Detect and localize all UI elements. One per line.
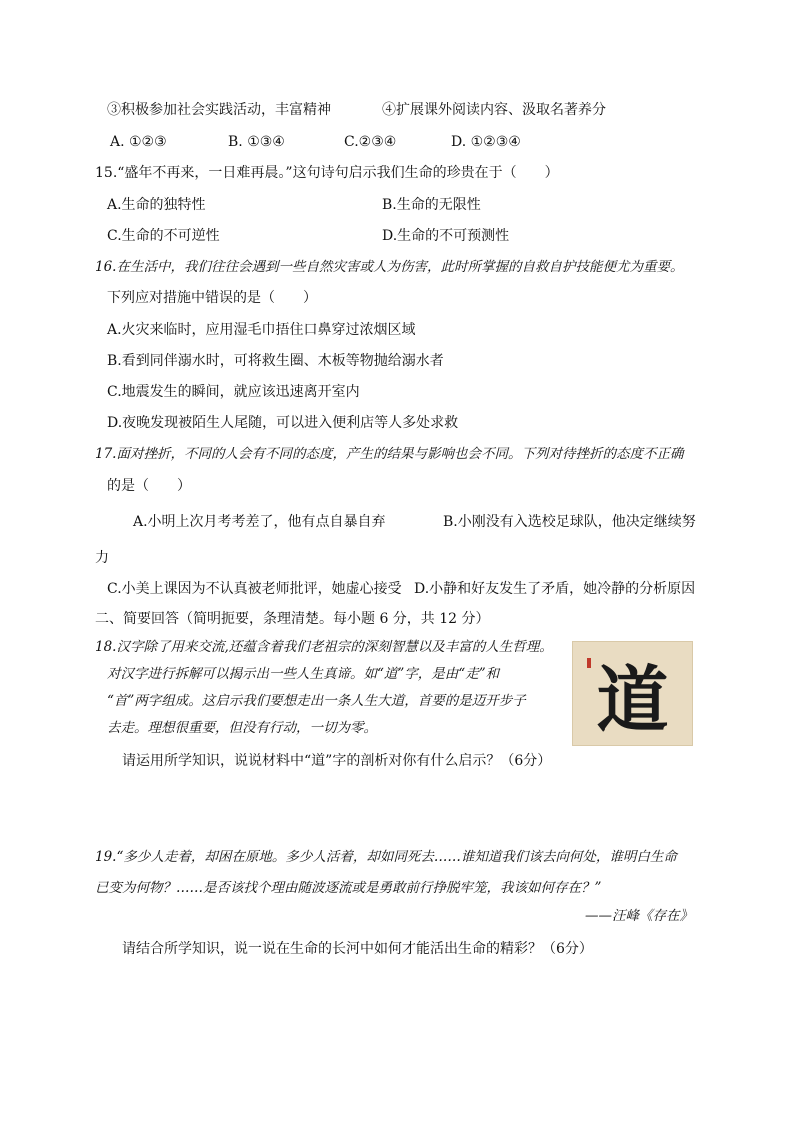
q16-option-d: D.夜晚发现被陌生人尾随，可以进入便利店等人多处求救: [107, 415, 459, 431]
q14-item-4: ④扩展课外阅读内容、汲取名著养分: [382, 102, 606, 118]
q16-option-b: B.看到同伴溺水时，可将救生圈、木板等物抛给溺水者: [107, 353, 444, 369]
q16-option-a: A.火灾来临时，应用湿毛巾捂住口鼻穿过浓烟区域: [107, 322, 416, 338]
q15-option-a: A.生命的独特性: [107, 197, 206, 213]
q17-option-a: A.小明上次月考考差了，他有点自暴自弃: [133, 514, 386, 530]
q17-stem-line2: 的是（ ）: [107, 478, 191, 494]
q19-source: ——汪峰《存在》: [585, 908, 693, 924]
q16-stem-line1: 16.在生活中，我们往往会遇到一些自然灾害或人为伤害，此时所掌握的自救自护技能便尤为重要。: [95, 259, 684, 275]
q17-option-c: C.小美上课因为不认真被老师批评，她虚心接受: [107, 581, 402, 597]
q14-option-d: D. ①②③④: [451, 134, 521, 150]
section2-heading: 二、简要回答（简明扼要，条理清楚。每小题 6 分，共 12 分）: [95, 611, 490, 627]
q18-question: 请运用所学知识，说说材料中“道”字的剖析对你有什么启示？（6分）: [122, 753, 552, 769]
q18-line3: “首”两字组成。这启示我们要想走出一条人生大道，首要的是迈开步子: [107, 693, 526, 709]
q17-stem-line1: 17.面对挫折，不同的人会有不同的态度，产生的结果与影响也会不同。下列对待挫折的态度不正确: [95, 446, 684, 462]
q19-question: 请结合所学知识，说一说在生命的长河中如何才能活出生命的精彩？（6分）: [122, 941, 593, 957]
q19-line1: 19.“多少人走着，却困在原地。多少人活着，却如同死去……谁知道我们该去向何处，谁明白生命: [95, 849, 677, 865]
dao-character: 道: [596, 656, 669, 742]
q18-line2: 对汉字进行拆解可以揭示出一些人生真谛。如“道”字，是由“走”和: [107, 666, 500, 682]
q14-option-a: A. ①②③: [110, 134, 167, 150]
q15-stem: 15.“盛年不再来，一日难再晨。”这句诗句启示我们生命的珍贵在于（ ）: [95, 165, 559, 181]
q18-line4: 去走。理想很重要，但没有行动，一切为零。: [107, 720, 377, 736]
q19-line2: 已变为何物？……是否该找个理由随波逐流或是勇敢前行挣脱牢笼，我该如何存在？”: [95, 880, 602, 896]
q15-option-b: B.生命的无限性: [382, 197, 481, 213]
q15-option-d: D.生命的不可预测性: [382, 228, 510, 244]
q17-option-d: D.小静和好友发生了矛盾，她冷静的分析原因: [414, 581, 696, 597]
q14-option-c: C.②③④: [344, 134, 397, 150]
q18-line1: 18.汉字除了用来交流,还蕴含着我们老祖宗的深刻智慧以及丰富的人生哲理。: [95, 639, 553, 655]
q14-option-b: B. ①③④: [228, 134, 285, 150]
q17-option-b-continued: 力: [95, 550, 109, 566]
dao-calligraphy-image: [572, 641, 693, 746]
q14-item-3: ③积极参加社会实践活动，丰富精神: [107, 102, 331, 118]
q15-option-c: C.生命的不可逆性: [107, 228, 220, 244]
q17-option-b: B.小刚没有入选校足球队，他决定继续努: [443, 514, 696, 530]
q16-option-c: C.地震发生的瞬间，就应该迅速离开室内: [107, 384, 360, 400]
q16-stem-line2: 下列应对措施中错误的是（ ）: [107, 290, 317, 306]
